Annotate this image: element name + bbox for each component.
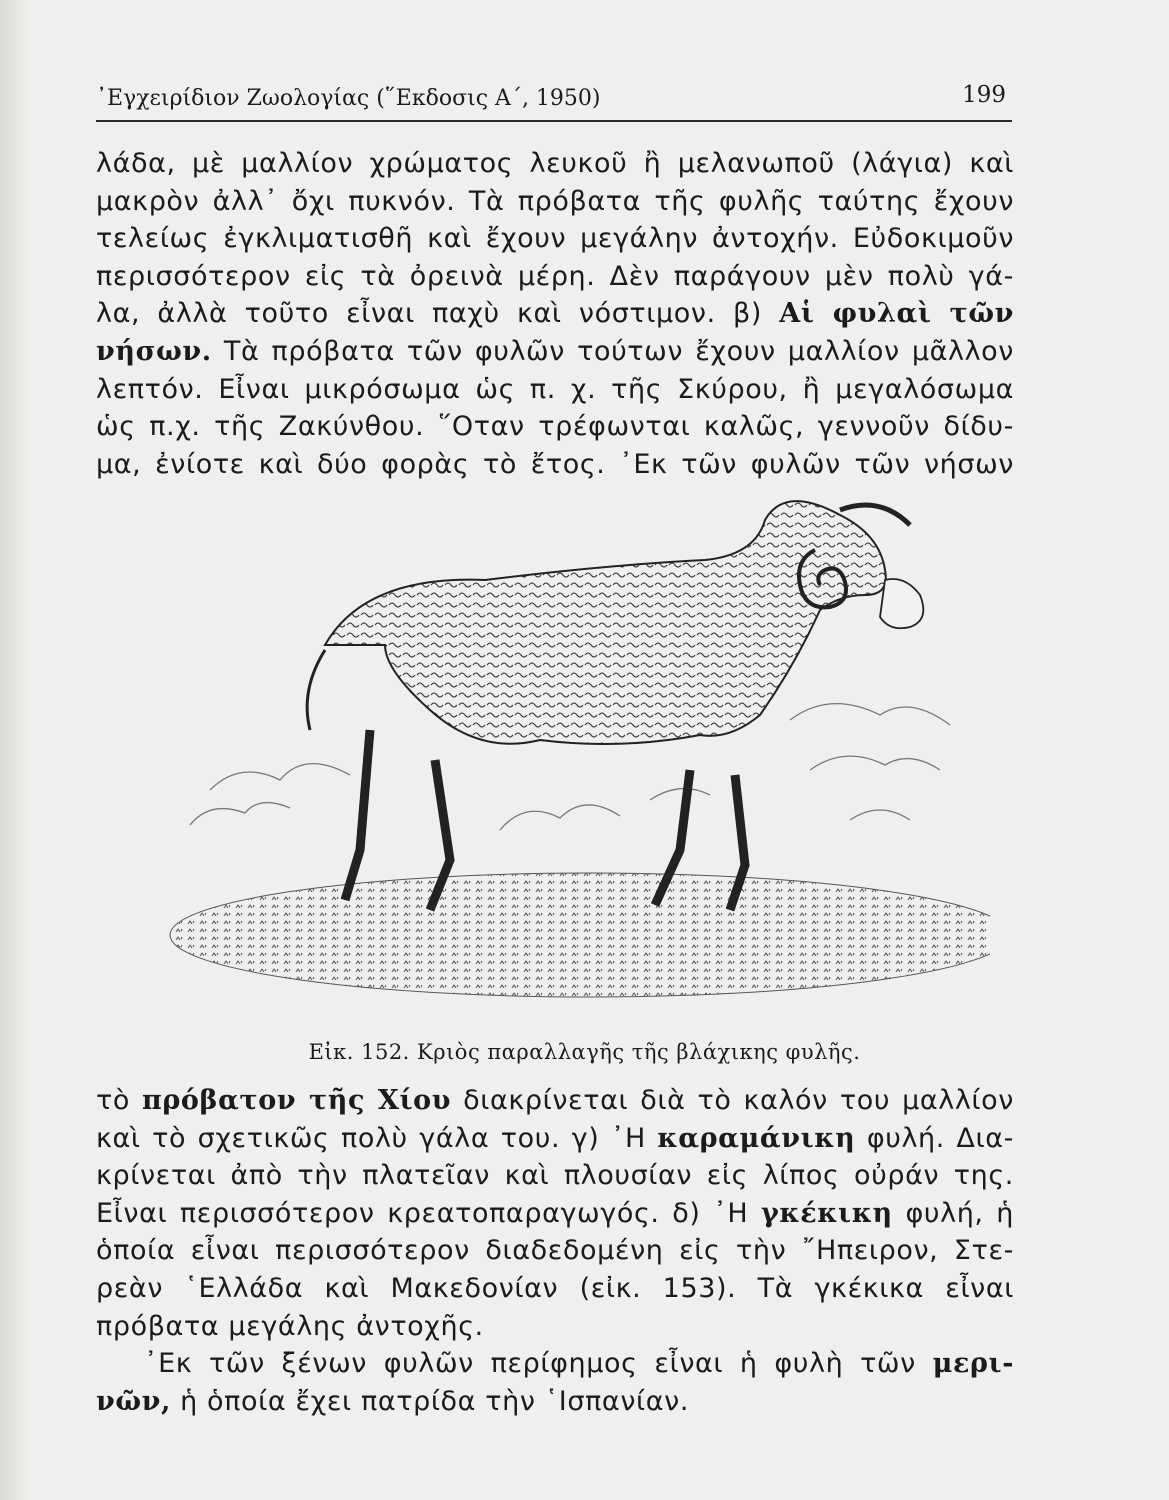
paragraph-bottom	[96, 1082, 1014, 1420]
text-line: ρεὰν ῾Ελλάδα καὶ Μακεδονίαν (εἰκ. 153). Τὰ γκέκικα εἶναι	[96, 1272, 1014, 1304]
ram-engraving	[150, 470, 990, 1030]
ground-patch	[170, 873, 990, 997]
text-line: ὡς π.χ. τῆς Ζακύνθου. ῞Οταν τρέφωνται καλῶς, γεννοῦν δίδυ-	[96, 411, 1014, 443]
bold-term: μερι-	[932, 1348, 1014, 1380]
text-line: ὁποία εἶναι περισσότερον διαδεδομένη εἰς τὴν ῎Ηπειρον, Στε-	[96, 1235, 1014, 1267]
bold-term: καραμάνικη	[657, 1122, 856, 1154]
text-line: λάδα, μὲ μαλλίον χρώματος λευκοῦ ἢ μελανωποῦ (λάγια) καὶ	[96, 148, 1014, 179]
ram-figure	[307, 501, 923, 910]
text-line: Εἶναι περισσότερον κρεατοπαραγωγός. δ) ᾿Η γκέκικη φυλή, ἡ	[96, 1197, 1014, 1229]
running-header	[96, 80, 1012, 122]
text-line: νήσων. Τὰ πρόβατα τῶν φυλῶν τούτων ἔχουν μαλλίον μᾶλλον	[96, 335, 1014, 367]
running-title: ᾿Εγχειρίδιον Ζωολογίας (῞Εκδοσις Α΄, 1950)	[96, 86, 601, 111]
text-line: ᾿Εκ τῶν ξένων φυλῶν περίφημος εἶναι ἡ φυλὴ τῶν μερι-	[144, 1348, 1014, 1380]
text-line: λεπτόν. Εἶναι μικρόσωμα ὡς π. χ. τῆς Σκύρου, ἢ μεγαλόσωμα	[96, 373, 1014, 405]
text-line: πρόβατα μεγάλης ἀντοχῆς.	[96, 1310, 484, 1342]
bold-term: Αἱ φυλαὶ τῶν	[779, 298, 1014, 330]
text-line: καὶ τὸ σχετικῶς πολὺ γάλα του. γ) ᾿Η καραμάνικη φυλή. Δια-	[96, 1122, 1014, 1154]
text-line: νῶν, ἡ ὁποία ἔχει πατρίδα τὴν ῾Ισπανίαν.	[96, 1385, 689, 1417]
figure-caption: Εἰκ. 152. Κριὸς παραλλαγῆς τῆς βλάχικης φυλῆς.	[308, 1040, 861, 1064]
ram-illustration	[150, 470, 990, 1030]
bold-term: νήσων.	[96, 335, 212, 367]
text-line: τελείως ἐγκλιματισθῆ καὶ ἔχουν μεγάλην ἀντοχήν. Εὐδοκιμοῦν	[96, 223, 1014, 255]
text-line: μα, ἐνίοτε καὶ δύο φορὰς τὸ ἔτος. ᾿Εκ τῶν φυλῶν τῶν νήσων	[96, 448, 1014, 480]
text-line: τὸ πρόβατον τῆς Χίου διακρίνεται διὰ τὸ καλόν του μαλλίον	[96, 1085, 1014, 1116]
text-line: περισσότερον εἰς τὰ ὀρεινὰ μέρη. Δὲν παράγουν μὲν πολὺ γά-	[96, 260, 1014, 292]
bold-term: γκέκικη	[760, 1197, 893, 1229]
paragraph-top	[96, 145, 1014, 483]
text-line: λα, ἀλλὰ τοῦτο εἶναι παχὺ καὶ νόστιμον. β) Αἱ φυλαὶ τῶν	[96, 298, 1014, 330]
page-edge-shadow	[0, 0, 30, 1500]
text-line: κρίνεται ἀπὸ τὴν πλατεῖαν καὶ πλουσίαν εἰς λίπος οὐράν της.	[96, 1160, 1014, 1192]
text-line: μακρὸν ἀλλ᾿ ὄχι πυκνόν. Τὰ πρόβατα τῆς φυλῆς ταύτης ἔχουν	[96, 185, 1014, 217]
bold-term: πρόβατον τῆς Χίου	[142, 1085, 452, 1116]
bold-term: νῶν,	[96, 1385, 171, 1417]
page-number: 199	[962, 82, 1006, 108]
